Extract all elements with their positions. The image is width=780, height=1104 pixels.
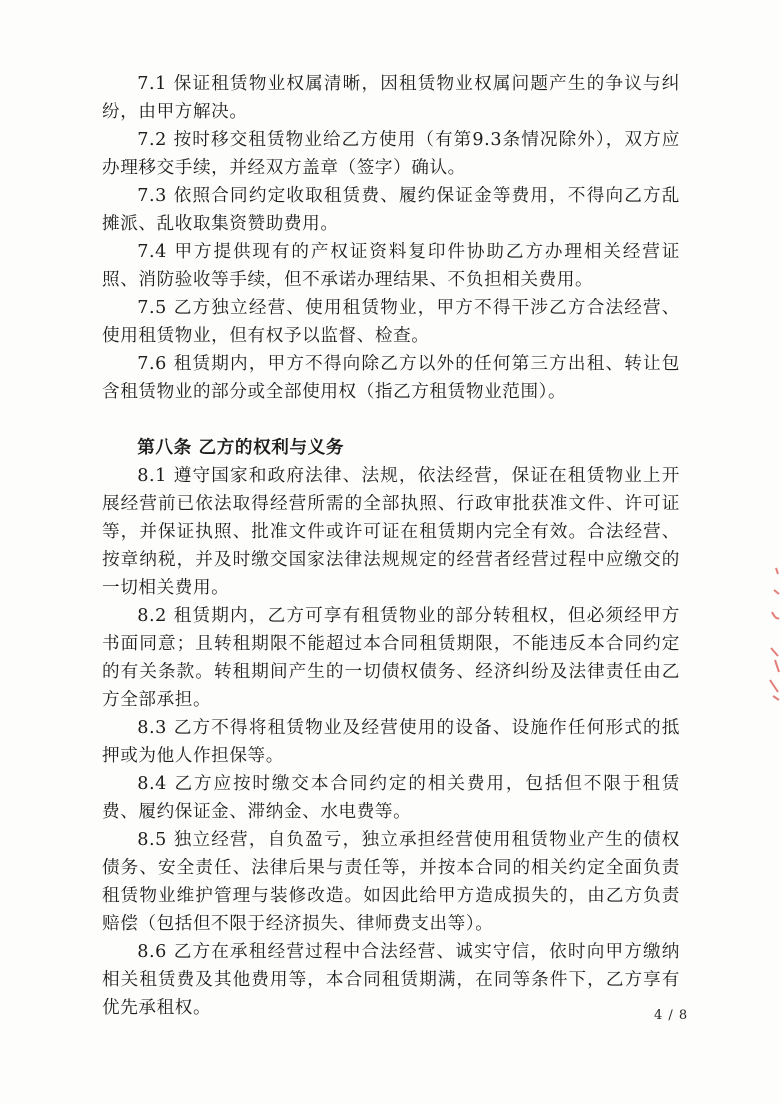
clause-8-3: 8.3 乙方不得将租赁物业及经营使用的设备、设施作任何形式的抵押或为他人作担保等。	[102, 718, 680, 766]
page-number: 4 / 8	[654, 1008, 689, 1023]
clause-8-6: 8.6 乙方在承租经营过程中合法经营、诚实守信，依时向甲方缴纳相关租赁费及其他费用等，本合同租赁期满，在同等条件下，乙方享有优先承租权。	[102, 942, 680, 1018]
seal-stamp-edge	[766, 560, 780, 710]
clause-7-1: 7.1 保证租赁物业权属清晰，因租赁物业权属问题产生的争议与纠纷，由甲方解决。	[102, 74, 680, 122]
clause-7-6: 7.6 租赁期内，甲方不得向除乙方以外的任何第三方出租、转让包含租赁物业的部分或全部使用权（指乙方租赁物业范围）。	[102, 354, 680, 402]
document-body	[102, 70, 680, 1022]
clause-8-1: 8.1 遵守国家和政府法律、法规，依法经营，保证在租赁物业上开展经营前已依法取得经营所需的全部执照、行政审批获准文件、许可证等，并保证执照、批准文件或许可证在租赁期内完全有效。合法经营、按章纳税，并及时缴交国家法律法规规定的经营者经营过程中应缴交的一切相关费用。	[102, 466, 680, 598]
clause-7-3: 7.3 依照合同约定收取租赁费、履约保证金等费用，不得向乙方乱摊派、乱收取集资赞助费用。	[102, 186, 680, 234]
clause-7-2: 7.2 按时移交租赁物业给乙方使用（有第9.3条情况除外），双方应办理移交手续，并经双方盖章（签字）确认。	[102, 130, 680, 178]
clause-8-5: 8.5 独立经营，自负盈亏，独立承担经营使用租赁物业产生的债权债务、安全责任、法律后果与责任等，并按本合同的相关约定全面负责租赁物业维护管理与装修改造。如因此给甲方造成损失的，由乙方负责赔偿（包括但不限于经济损失、律师费支出等）。	[102, 830, 680, 934]
clause-7-4: 7.4 甲方提供现有的产权证资料复印件协助乙方办理相关经营证照、消防验收等手续，但不承诺办理结果、不负担相关费用。	[102, 242, 680, 290]
clause-7-5: 7.5 乙方独立经营、使用租赁物业，甲方不得干涉乙方合法经营、使用租赁物业，但有权予以监督、检查。	[102, 298, 680, 346]
clause-8-4: 8.4 乙方应按时缴交本合同约定的相关费用，包括但不限于租赁费、履约保证金、滞纳金、水电费等。	[102, 774, 680, 822]
section-heading-article-8: 第八条 乙方的权利与义务	[137, 437, 345, 458]
clause-8-2: 8.2 租赁期内，乙方可享有租赁物业的部分转租权，但必须经甲方书面同意；且转租期限不能超过本合同租赁期限，不能违反本合同约定的有关条款。转租期间产生的一切债权债务、经济纠纷及法律责任由乙方全部承担。	[102, 606, 680, 710]
